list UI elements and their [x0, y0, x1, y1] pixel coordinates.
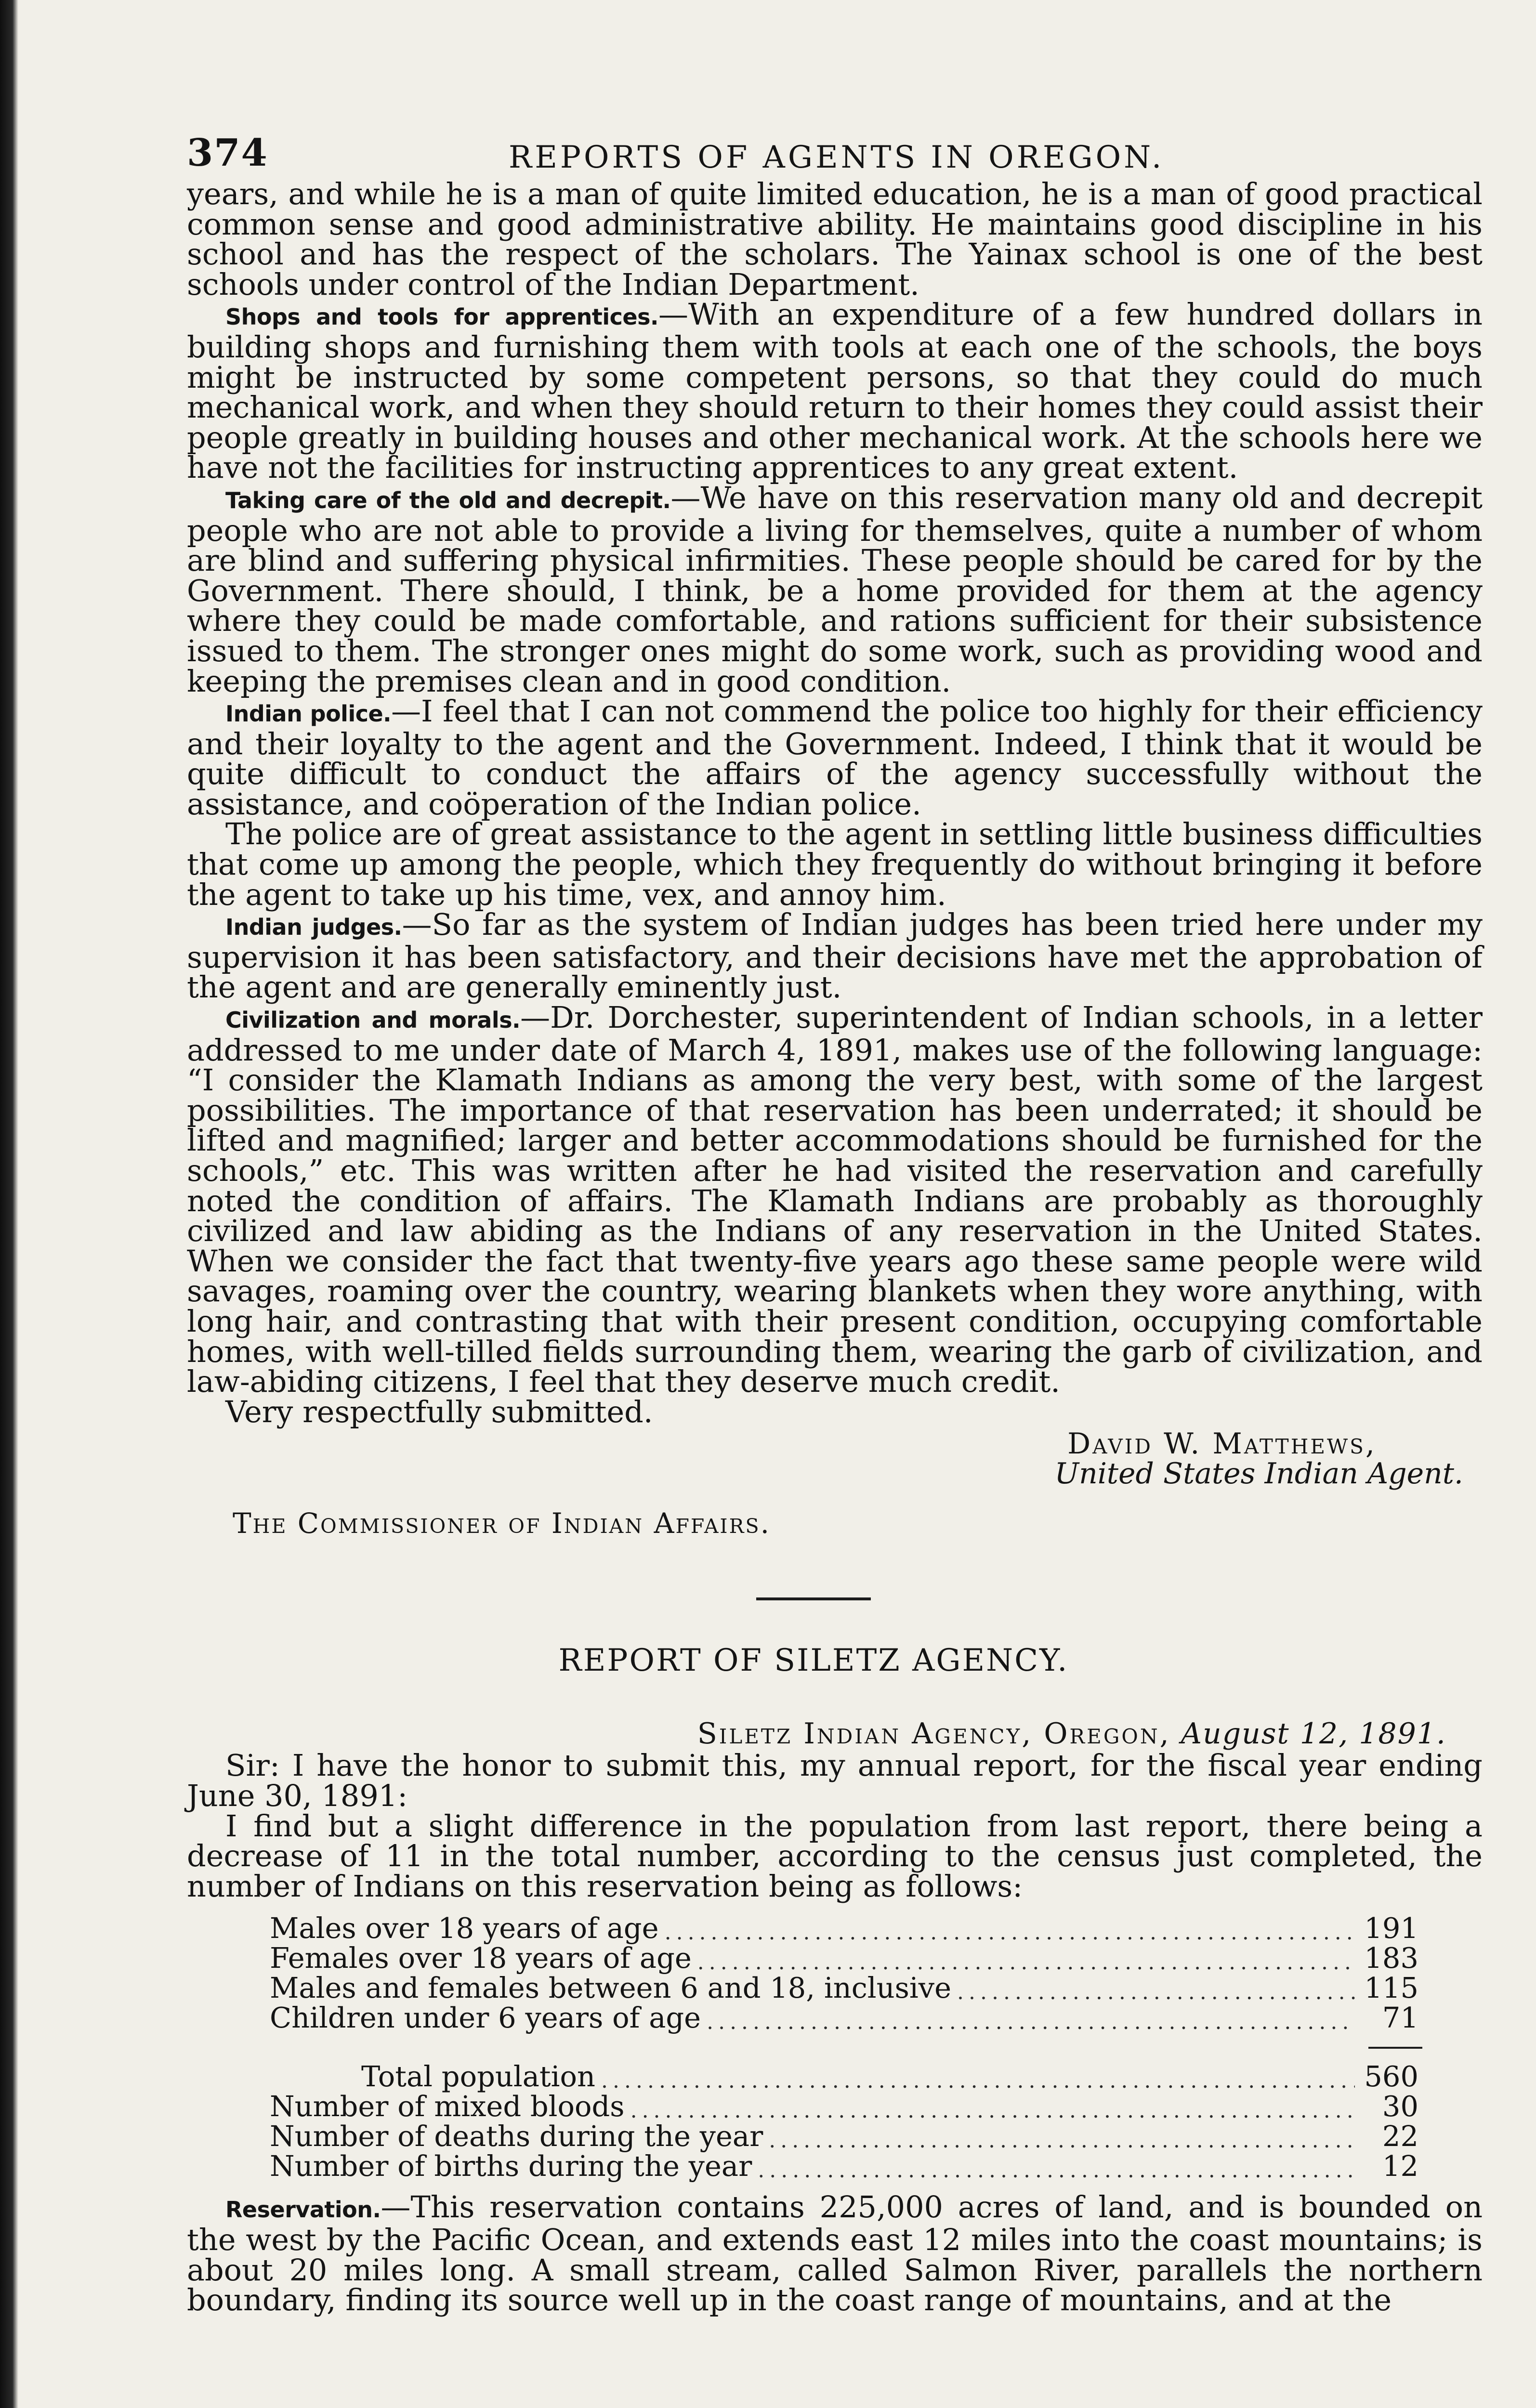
salutation: Sir: I have the honor to submit this, my annual report, for the fiscal year ending June 30, 1891: — [187, 1748, 1483, 1813]
leader-dots — [758, 2158, 1355, 2183]
leader-dots — [769, 2128, 1355, 2153]
paragraph-civilization — [187, 1000, 1483, 1400]
row-label: Number of births during the year — [270, 2149, 752, 2183]
paragraph-shops — [187, 297, 1483, 485]
dateline — [187, 1717, 1446, 1751]
scan-left-edge — [0, 0, 18, 2408]
row-label: Females over 18 years of age — [270, 1941, 692, 1975]
signature-name: David W. Matthews, — [1067, 1427, 1377, 1461]
paragraph-reservation-text: —This reservation contains 225,000 acres of land, and is bounded on the west by the Pacific Ocean, and extends east 12 miles into the coast mountains; is about 20 miles long. A small stream, called Salmon River, parallels the northern boundary, finding its source well up in the coast range of mountains, and at the — [187, 2189, 1483, 2318]
paragraph-judges-text: —So far as the system of Indian judges has been tried here under my supervision it has been satisfactory, and their decisions have met the approbation of the agent and are generally eminently just. — [187, 907, 1483, 1005]
section-title: REPORT OF SILETZ AGENCY. — [558, 1643, 1069, 1679]
row-label: Number of deaths during the year — [270, 2120, 763, 2153]
section-divider — [756, 1597, 871, 1600]
row-value: 12 — [1382, 2149, 1418, 2183]
table-row — [270, 1941, 1418, 1975]
paragraph-police-text: —I feel that I can not commend the police too highly for their efficiency and their loyalty to the agent and the Government. Indeed, I think that it would be quite difficult to conduct the affairs of the agency successfully without the assistance, and coöperation of the Indian police. — [187, 694, 1483, 822]
table-row — [270, 2090, 1418, 2123]
leader-dots — [601, 2068, 1355, 2093]
row-label: Males and females between 6 and 18, inclusive — [270, 1971, 952, 2005]
side-heading-police: Indian police. — [225, 701, 392, 727]
side-heading-reservation: Reservation. — [225, 2197, 381, 2223]
paragraph-police — [187, 694, 1483, 822]
paragraph-old-decrepit-text: —We have on this reservation many old and decrepit people who are not able to provide a living for themselves, quite a number of whom are blind and suffering physical infirmities. These people should be cared for by the Government. There should, I think, be a home provided for them at the agency where they could be made comfortable, and rations sufficient for their subsistence issued to them. The stronger ones might do some work, such as providing wood and keeping the premises clean and in good condition. — [187, 480, 1483, 699]
addressee: The Commissioner of Indian Affairs. — [233, 1507, 771, 1540]
table-row — [270, 2001, 1418, 2035]
paragraph-continuation: years, and while he is a man of quite limited education, he is a man of good practical common sense and good administrative ability. He maintains good discipline in his school and has the respect of the scholars. The Yainax school is one of the best schools under control of the Indian Department. — [187, 176, 1483, 302]
row-label: Males over 18 years of age — [270, 1911, 659, 1945]
signature-block — [187, 1427, 1483, 1523]
paragraph-police-assistance: The police are of great assistance to the agent in settling little business difficulties that come up among the people, which they frequently do without bringing it before the agent to take up his time, vex, and annoy him. — [187, 816, 1483, 912]
side-heading-shops: Shops and tools for apprentices. — [225, 304, 658, 330]
side-heading-old-decrepit: Taking care of the old and decrepit. — [225, 487, 671, 513]
row-value: 22 — [1382, 2120, 1418, 2153]
row-value: 115 — [1364, 1971, 1418, 2005]
total-label: Total population — [361, 2060, 596, 2094]
total-value: 560 — [1364, 2060, 1418, 2094]
dateline-date: August 12, 1891. — [1181, 1717, 1446, 1751]
running-head — [187, 126, 1483, 179]
signature-title: United States Indian Agent. — [1054, 1457, 1463, 1491]
side-heading-civilization: Civilization and morals. — [225, 1007, 521, 1034]
document-page — [187, 126, 1483, 2316]
row-label: Children under 6 years of age — [270, 2001, 701, 2035]
row-value: 30 — [1382, 2090, 1418, 2123]
paragraph-old-decrepit — [187, 480, 1483, 699]
population-table — [270, 1911, 1418, 2183]
paragraph-civilization-text: —Dr. Dorchester, superintendent of Indian schools, in a letter addressed to me under date of March 4, 1891, makes use of the following language: “I consider the Klamath Indians as among the very best, with some of the largest possibilities. The importance of that reservation has been underrated; it should be lifted and magnified; larger and better accommodations should be furnished for the schools,” etc. This was written after he had visited the reservation and carefully noted the condition of affairs. The Klamath Indians are probably as thoroughly civilized and law abiding as the Indians of any reservation in the United States. When we consider the fact that twenty-five years ago these same people were wild savages, roaming over the country, wearing blankets when they wore anything, with long hair, and contrasting that with their present condition, occupying comfortable homes, with well-tilled fields surrounding them, wearing the garb of civilization, and law-abiding citizens, I feel that they deserve much credit. — [187, 1000, 1483, 1400]
side-heading-judges: Indian judges. — [225, 914, 402, 941]
table-row — [270, 1971, 1418, 2005]
row-value: 191 — [1364, 1911, 1418, 1945]
paragraph-judges — [187, 907, 1483, 1005]
paragraph-reservation — [187, 2189, 1483, 2318]
running-head-title: REPORTS OF AGENTS IN OREGON. — [509, 140, 1165, 175]
total-rule — [1368, 2047, 1422, 2049]
leader-dots — [707, 2010, 1355, 2034]
table-row — [270, 1911, 1418, 1945]
table-row — [270, 2149, 1418, 2183]
total-row — [270, 2060, 1418, 2094]
leader-dots — [665, 1920, 1355, 1945]
paragraph-shops-text: —With an expenditure of a few hundred dollars in building shops and furnishing them with tools at each one of the schools, the boys might be instructed by some competent persons, so that they could do much mechanical work, and when they should return to their homes they could assist their people greatly in building houses and other mechanical work. At the schools here we have not the facilities for instructing apprentices to any great extent. — [187, 297, 1483, 485]
row-label: Number of mixed bloods — [270, 2090, 625, 2123]
dateline-place: Siletz Indian Agency, Oregon, — [697, 1717, 1171, 1751]
page-number: 374 — [187, 131, 268, 175]
row-value: 71 — [1382, 2001, 1418, 2035]
closing-line: Very respectfully submitted. — [225, 1394, 653, 1429]
table-row — [270, 2120, 1418, 2153]
leader-dots — [957, 1980, 1355, 2004]
population-intro: I find but a slight difference in the population from last report, there being a decrease of 11 in the total number, according to the census just completed, the number of Indians on this reservation being as follows: — [187, 1808, 1483, 1904]
row-value: 183 — [1364, 1941, 1418, 1975]
